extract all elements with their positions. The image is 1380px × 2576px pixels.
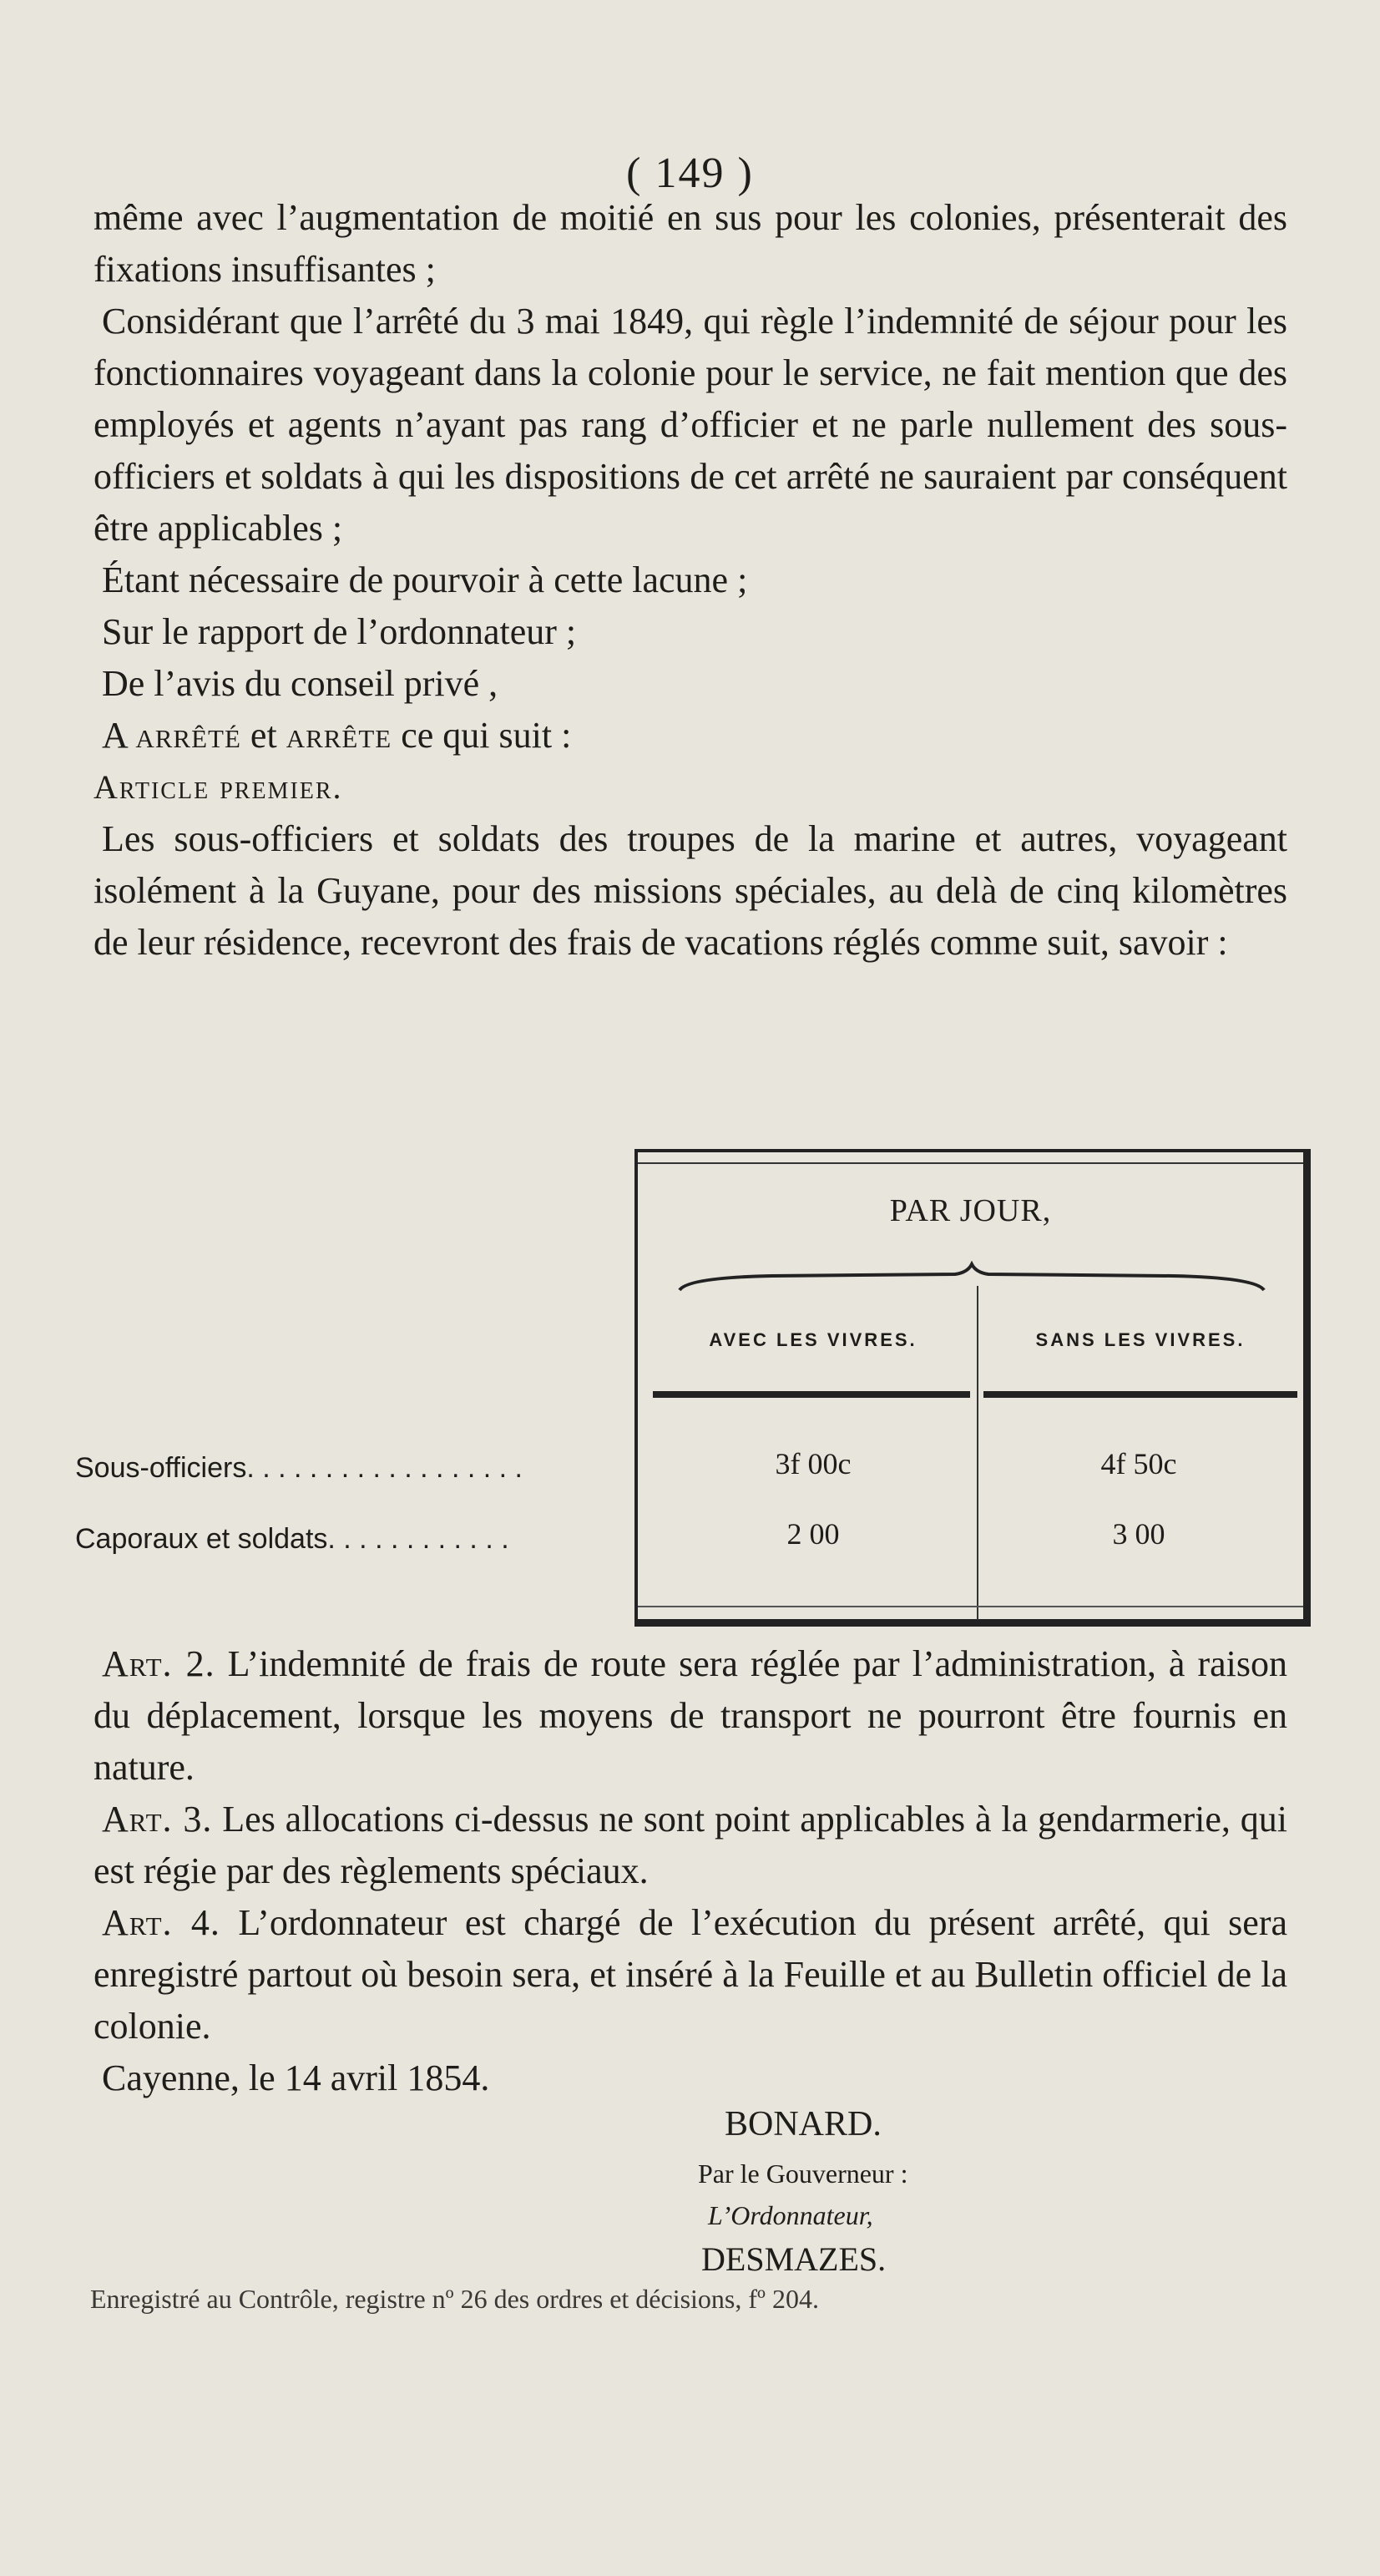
brace-decoration — [671, 1261, 1272, 1294]
arrete-et: et — [250, 715, 277, 756]
article-number: Art. 3. — [102, 1799, 213, 1840]
signature-by: Par le Gouverneur : — [698, 2158, 908, 2189]
article-1-text: Les sous-officiers et soldats des troupes de la marine et autres, voyageant isolément à la Guyane, pour des missions spéciales, au delà de cinq kilomètres de leur résidence, recevront des frais de vacations réglés comme suit, savoir : — [94, 818, 1287, 963]
article-number: Art. 4. — [102, 1902, 220, 1943]
table-cell: 4f 50c — [1100, 1447, 1177, 1480]
paragraph: Considérant que l’arrêté du 3 mai 1849, qui règle l’indemnité de séjour pour les fonctionnaires voyageant dans la colonie pour le service, ne fait mention que des employés et agents n’ayant pas rang d’officier et ne parle nullement des sous-officiers et soldats à qui les dispositions de cet arrêté ne sauraient par conséquent être applicables ; — [94, 301, 1287, 549]
column-header: AVEC LES VIVRES. — [709, 1329, 917, 1350]
divider — [983, 1391, 1297, 1398]
signature-name-2: DESMAZES. — [701, 2240, 887, 2278]
article-text: L’indemnité de frais de route sera réglée par l’administration, à raison du déplacement, lorsque les moyens de transport ne pourront être fournis en nature. — [94, 1643, 1288, 1788]
divider — [638, 1162, 1303, 1164]
footnote: Enregistré au Contrôle, registre nº 26 des ordres et décisions, fº 204. — [90, 2284, 819, 2314]
arrete-word: arrêté — [135, 715, 241, 756]
paragraph: Sur le rapport de l’ordonnateur ; — [102, 611, 577, 652]
page-number: ( 149 ) — [626, 149, 754, 197]
table-cell: 3 00 — [1112, 1517, 1165, 1551]
paragraph: De l’avis du conseil privé , — [102, 663, 498, 704]
article-title: Article premier. — [94, 768, 343, 806]
article — [94, 1794, 1287, 1897]
arrete-word: arrête — [286, 715, 392, 756]
rates-table — [50, 1137, 1319, 1630]
article-text: L’ordonnateur est chargé de l’exécution du présent arrêté, qui sera enregistré partout où besoin sera, et inséré à la Feuille et au Bulletin officiel de la colonie. — [94, 1902, 1288, 2047]
article — [94, 1897, 1287, 2052]
signature-name: BONARD. — [725, 2105, 882, 2143]
preamble — [94, 192, 1287, 969]
paragraph: Étant nécessaire de pourvoir à cette lacune ; — [102, 559, 748, 600]
table-cell: 3f 00c — [775, 1447, 852, 1480]
place-date: Cayenne, le 14 avril 1854. — [102, 2057, 490, 2098]
articles — [94, 1638, 1287, 2104]
column-divider — [977, 1286, 978, 1620]
signature-role: L’Ordonnateur, — [708, 2200, 873, 2230]
arrete-a: A — [102, 715, 127, 756]
column-header: SANS LES VIVRES. — [1035, 1329, 1246, 1350]
divider — [653, 1391, 970, 1398]
row-label: Caporaux et soldats. . . . . . . . . . . . — [75, 1523, 509, 1555]
row-label: Sous-officiers. . . . . . . . . . . . . . . . . . — [75, 1452, 523, 1484]
paragraph: même avec l’augmentation de moitié en sus pour les colonies, présenterait des fixations insuffisantes ; — [94, 197, 1287, 290]
article — [94, 1638, 1287, 1794]
arrete-line — [94, 710, 1287, 762]
table-box — [634, 1149, 1311, 1627]
divider — [638, 1606, 1303, 1607]
arrete-rest: ce qui suit : — [401, 715, 572, 756]
article-text: Les allocations ci-dessus ne sont point applicables à la gendarmerie, qui est régie par des règlements spéciaux. — [94, 1799, 1288, 1891]
article-number: Art. 2. — [102, 1643, 215, 1684]
table-header: PAR JOUR, — [889, 1193, 1052, 1228]
table-cell: 2 00 — [786, 1517, 840, 1551]
